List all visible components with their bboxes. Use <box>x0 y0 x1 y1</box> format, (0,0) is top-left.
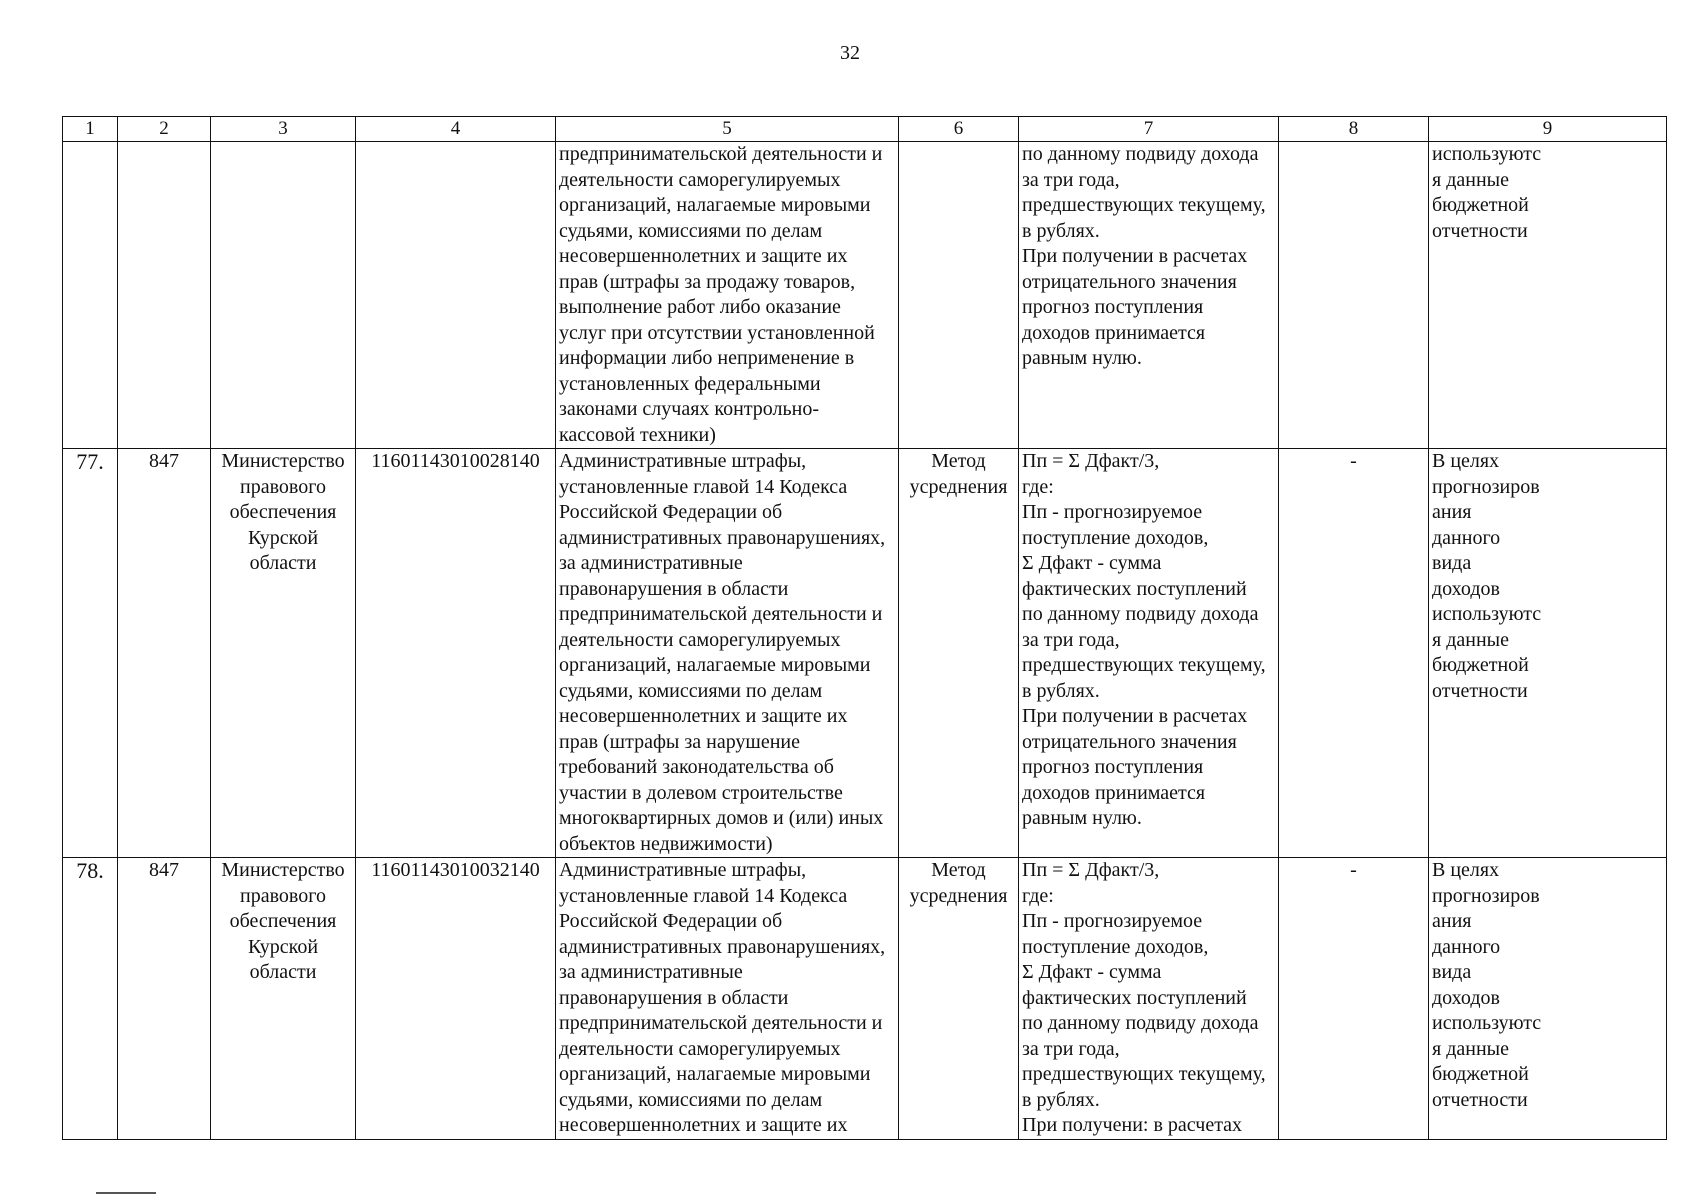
row-number-cell <box>63 142 118 449</box>
kbk-code-cell: 11601143010028140 <box>356 449 556 858</box>
header-cell: 5 <box>556 117 899 142</box>
method-cell: Метод усреднения <box>899 858 1019 1140</box>
table-row <box>63 858 1667 1140</box>
table-header-row <box>63 117 1667 142</box>
income-forecast-table <box>62 116 1667 1140</box>
header-cell: 8 <box>1279 117 1429 142</box>
table-row <box>63 142 1667 449</box>
formula-cell: Пп = Σ Дфакт/3, где: Пп - прогнозируемое поступление доходов, Σ Дфакт - сумма фактических поступлений по данному подвиду дохода за три года, предшествующих текущему, в рублях. При получении в расчетах отрицательного значения прогноз поступления доходов принимается равным нулю. <box>1019 449 1279 858</box>
page-number: 32 <box>840 42 860 64</box>
header-cell: 3 <box>211 117 356 142</box>
header-cell: 2 <box>118 117 211 142</box>
row-number-cell: 78. <box>63 858 118 1140</box>
method-cell: Метод усреднения <box>899 449 1019 858</box>
administrator-cell: Министерство правового обеспечения Курской области <box>211 449 356 858</box>
formula-cell: по данному подвиду дохода за три года, предшествующих текущему, в рублях. При получении в расчетах отрицательного значения прогноз поступления доходов принимается равным нулю. <box>1019 142 1279 449</box>
admin-code-cell <box>118 142 211 449</box>
kbk-code-cell: 11601143010032140 <box>356 858 556 1140</box>
col8-cell <box>1279 142 1429 449</box>
row-number-cell: 77. <box>63 449 118 858</box>
method-cell <box>899 142 1019 449</box>
table-row <box>63 449 1667 858</box>
formula-cell: Пп = Σ Дфакт/3, где: Пп - прогнозируемое поступление доходов, Σ Дфакт - сумма фактических поступлений по данному подвиду дохода за три года, предшествующих текущему, в рублях. При получени: в расчетах <box>1019 858 1279 1140</box>
note-cell: используютс я данные бюджетной отчетности <box>1429 142 1667 449</box>
header-cell: 6 <box>899 117 1019 142</box>
income-name-cell: предпринимательской деятельности и деятельности саморегулируемых организаций, налагаемые мировыми судьями, комиссиями по делам несовершеннолетних и защите их прав (штрафы за продажу товаров, выполнение работ либо оказание услуг при отсутствии установленной информации либо неприменение в установленных федеральными законами случаях контрольно- кассовой техники) <box>556 142 899 449</box>
administrator-cell <box>211 142 356 449</box>
note-cell: В целях прогнозиров ания данного вида доходов используютс я данные бюджетной отчетности <box>1429 858 1667 1140</box>
header-cell: 1 <box>63 117 118 142</box>
income-name-cell: Административные штрафы, установленные главой 14 Кодекса Российской Федерации об административных правонарушениях, за административные правонарушения в области предпринимательской деятельности и деятельности саморегулируемых организаций, налагаемые мировыми судьями, комиссиями по делам несовершеннолетних и защите их прав (штрафы за нарушение требований законодательства об участии в долевом строительстве многоквартирных домов и (или) иных объектов недвижимости) <box>556 449 899 858</box>
col8-cell: - <box>1279 449 1429 858</box>
income-name-cell: Административные штрафы, установленные главой 14 Кодекса Российской Федерации об административных правонарушениях, за административные правонарушения в области предпринимательской деятельности и деятельности саморегулируемых организаций, налагаемые мировыми судьями, комиссиями по делам несовершеннолетних и защите их <box>556 858 899 1140</box>
kbk-code-cell <box>356 142 556 449</box>
note-cell: В целях прогнозиров ания данного вида доходов используютс я данные бюджетной отчетности <box>1429 449 1667 858</box>
header-cell: 4 <box>356 117 556 142</box>
header-cell: 9 <box>1429 117 1667 142</box>
col8-cell: - <box>1279 858 1429 1140</box>
scan-mark <box>96 1192 156 1194</box>
administrator-cell: Министерство правового обеспечения Курской области <box>211 858 356 1140</box>
header-cell: 7 <box>1019 117 1279 142</box>
admin-code-cell: 847 <box>118 449 211 858</box>
admin-code-cell: 847 <box>118 858 211 1140</box>
